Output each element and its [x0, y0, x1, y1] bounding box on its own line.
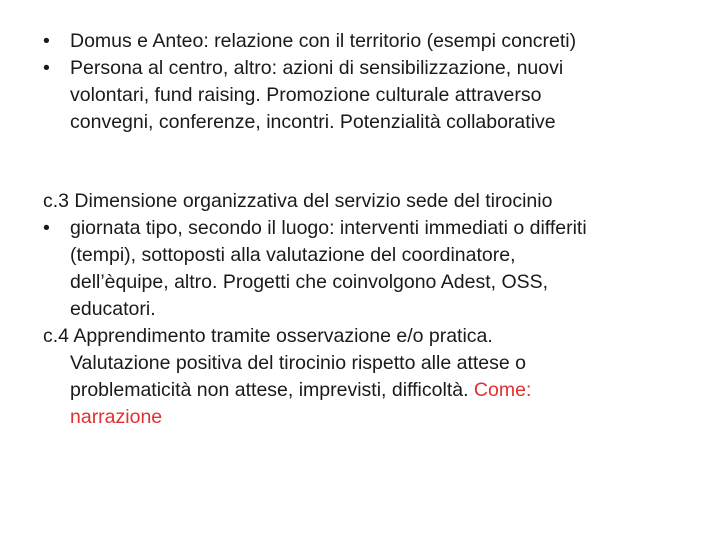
- bullet-marker: •: [43, 30, 50, 52]
- c4-paragraph: [43, 350, 703, 431]
- heading-c4: c.4 Apprendimento tramite osservazione e/o pratica.: [43, 325, 493, 347]
- bullet-marker: •: [43, 57, 50, 79]
- come-accent-text: Come:: [473, 379, 532, 401]
- bullet-line: dell’èquipe, altro. Progetti che coinvolgono Adest, OSS,: [70, 271, 549, 293]
- bullet-item-giornata-tipo: [43, 215, 703, 323]
- narrazione-accent-text: narrazione: [70, 406, 163, 428]
- bullet-line: educatori.: [70, 298, 156, 320]
- text-block-top: [43, 28, 703, 136]
- text-block-bottom: [43, 188, 703, 431]
- bullet-item-persona-al-centro: [43, 55, 703, 136]
- bullet-item-domus-anteo: [43, 28, 703, 55]
- bullet-line: giornata tipo, secondo il luogo: interventi immediati o differiti: [70, 217, 587, 239]
- bullet-line: (tempi), sottoposti alla valutazione del coordinatore,: [70, 244, 516, 266]
- c4-line-text: problematicità non attese, imprevisti, difficoltà.: [70, 379, 469, 401]
- bullet-line: volontari, fund raising. Promozione culturale attraverso: [70, 84, 542, 106]
- c4-line-with-accent: [70, 377, 703, 404]
- bullet-marker: •: [43, 217, 50, 239]
- bullet-line: Persona al centro, altro: azioni di sensibilizzazione, nuovi: [70, 57, 564, 79]
- heading-c3: c.3 Dimensione organizzativa del servizio sede del tirocinio: [43, 190, 553, 212]
- bullet-line: Domus e Anteo: relazione con il territorio (esempi concreti): [70, 30, 577, 52]
- bullet-line: convegni, conferenze, incontri. Potenzialità collaborative: [70, 111, 556, 133]
- c4-line: Valutazione positiva del tirocinio rispetto alle attese o: [70, 352, 526, 374]
